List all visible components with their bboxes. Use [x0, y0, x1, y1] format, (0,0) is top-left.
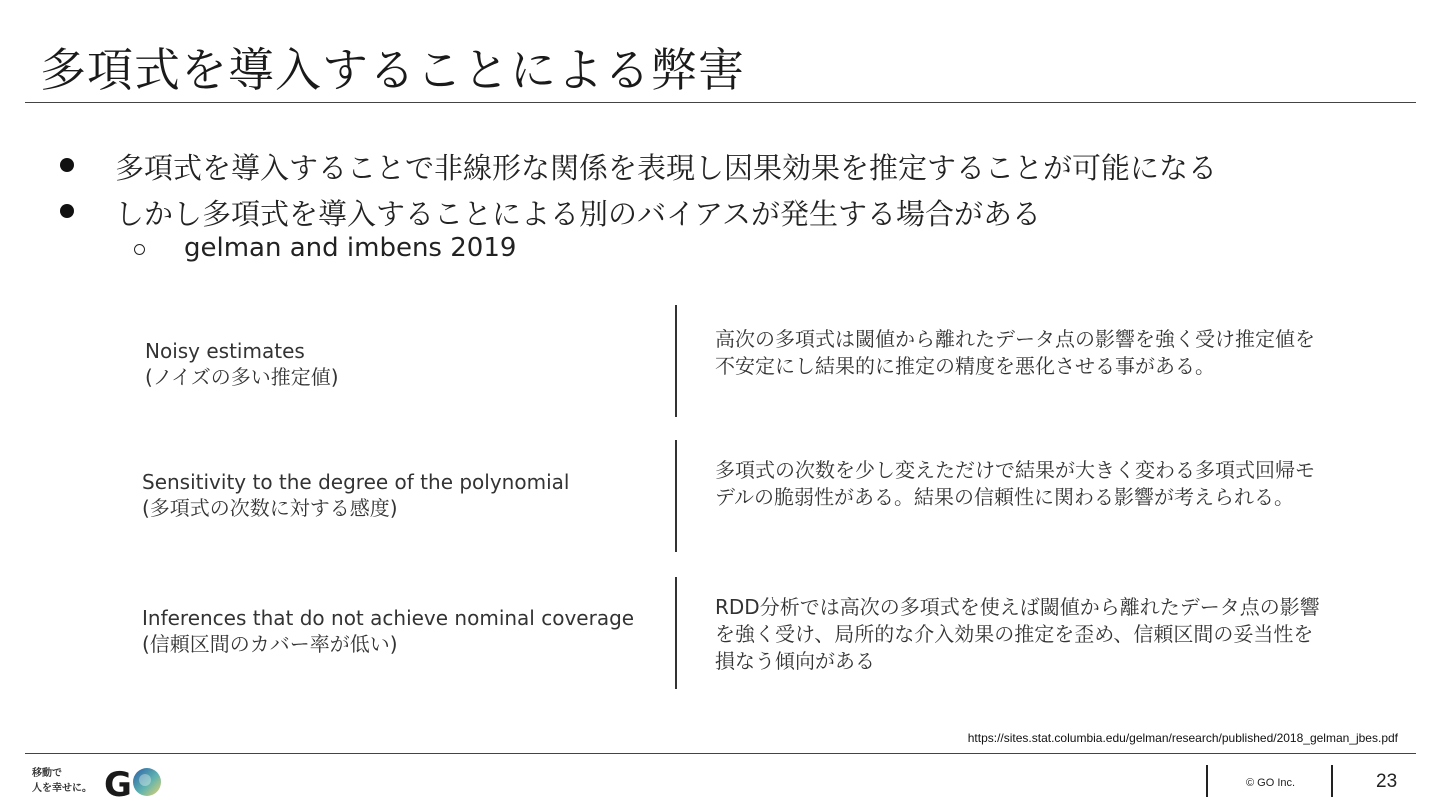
page-number: 23	[1376, 771, 1398, 792]
bullet-ring-icon	[134, 244, 145, 255]
issue-title-ja: (多項式の次数に対する感度)	[142, 496, 398, 520]
bullet-text: 多項式を導入することで非線形な関係を表現し因果効果を推定することが可能になる	[115, 151, 1218, 185]
logo-letter: G	[104, 765, 132, 801]
issue-description: RDD分析では高次の多項式を使えば閾値から離れたデータ点の影響を強く受け、局所的な介入効果の推定を歪め、信頼区間の妥当性を損なう傾向がある	[715, 595, 1320, 673]
issue-title-en: Inferences that do not achieve nominal coverage	[142, 606, 635, 630]
issue-description: 多項式の次数を少し変えただけで結果が大きく変わる多項式回帰モデルの脆弱性がある。結果の信頼性に関わる影響が考えられる。	[715, 458, 1315, 509]
issue-title-ja: (信頼区間のカバー率が低い)	[142, 632, 398, 656]
title-divider	[25, 102, 1416, 103]
bullet-dot-icon	[60, 158, 74, 172]
footer-separator	[1206, 765, 1208, 797]
issue-description: 高次の多項式は閾値から離れたデータ点の影響を強く受け推定値を不安定にし結果的に推定の精度を悪化させる事がある。	[715, 327, 1315, 378]
row-divider	[675, 305, 677, 417]
row-divider	[675, 440, 677, 552]
issue-title-en: Sensitivity to the degree of the polynomial	[142, 470, 570, 494]
issue-title-noisy	[145, 338, 339, 390]
row-divider	[675, 577, 677, 689]
issue-title-coverage	[142, 605, 634, 657]
footer-separator	[1331, 765, 1333, 797]
go-logo-icon	[32, 763, 172, 801]
sub-bullet-text: gelman and imbens 2019	[184, 233, 517, 263]
logo-tagline: 移動で 人を幸せに。	[32, 768, 92, 794]
page-title: 多項式を導入することによる弊害	[40, 43, 745, 97]
issue-title-en: Noisy estimates	[145, 339, 305, 363]
source-link[interactable]: https://sites.stat.columbia.edu/gelman/research/published/2018_gelman_jbes.pdf	[967, 731, 1398, 745]
company-logo	[32, 763, 172, 801]
footer-divider	[25, 753, 1416, 754]
issue-title-sensitivity	[142, 469, 569, 521]
copyright: © GO Inc.	[1246, 777, 1296, 789]
bullet-dot-icon	[60, 204, 74, 218]
bullet-text: しかし多項式を導入することによる別のバイアスが発生する場合がある	[115, 197, 1041, 231]
issue-title-ja: (ノイズの多い推定値)	[145, 365, 339, 389]
